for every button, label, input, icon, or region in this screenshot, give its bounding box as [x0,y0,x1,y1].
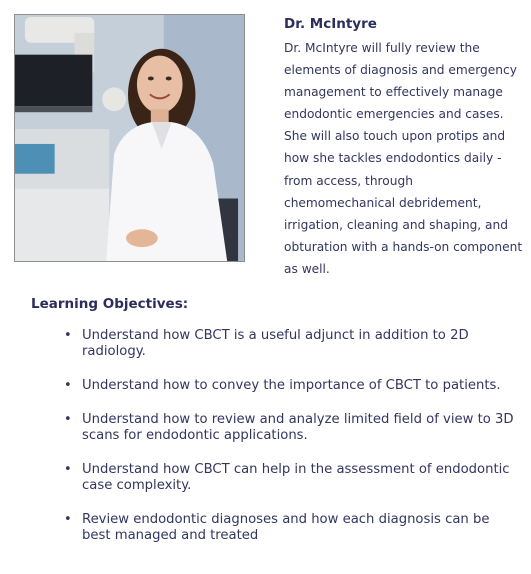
objective-text: Understand how CBCT is a useful adjunct in addition to 2D radiology. [82,328,469,359]
learning-objectives-list [62,328,522,562]
objective-text: Understand how CBCT can help in the assessment of endodontic case complexity. [82,462,510,493]
bullet-icon: • [64,328,72,343]
learning-objectives-heading: Learning Objectives: [31,296,189,312]
objective-item [62,462,522,494]
bullet-icon: • [64,412,72,427]
bio-section [284,15,524,280]
objective-item [62,412,522,444]
objective-text: Understand how to review and analyze limited field of view to 3D scans for endodontic applications. [82,412,514,443]
objective-item [62,328,522,360]
bullet-icon: • [64,378,72,393]
bullet-icon: • [64,462,72,477]
bio-description: Dr. McIntyre will fully review the elements of diagnosis and emergency management to effectively manage endodontic emergencies and cases. She will also touch upon protips and how she tackles endodontics daily - from access, through chemomechanical debridement, irrigation, cleaning and shaping, and obturation with a hands-on component as well. [284,41,523,276]
objective-text: Understand how to convey the importance of CBCT to patients. [82,378,501,393]
doctor-photo [14,14,245,262]
doctor-name: Dr. McIntyre [284,16,377,32]
doctor-photo-illustration [15,15,244,261]
bullet-icon: • [64,512,72,527]
objective-text: Review endodontic diagnoses and how each diagnosis can be best managed and treated [82,512,490,543]
objective-item [62,378,522,394]
objective-item [62,512,522,544]
